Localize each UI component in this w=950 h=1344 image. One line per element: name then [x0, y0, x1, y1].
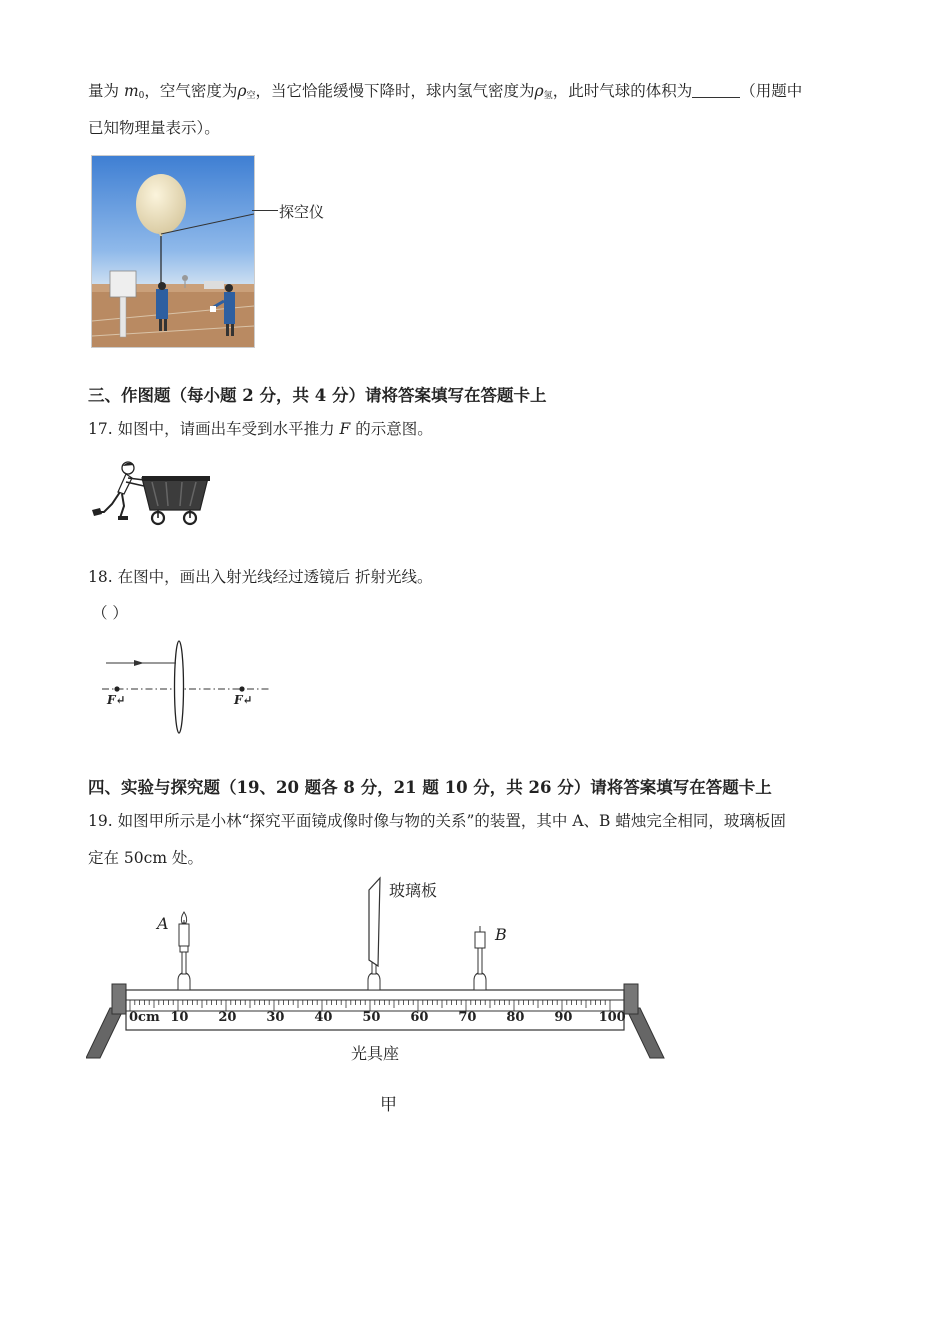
ruler-label: 10	[170, 1010, 189, 1025]
q16-line1	[88, 80, 802, 107]
q16-text: ，当它恰能缓慢下降时，球内氢气密度为	[255, 82, 535, 100]
q17-text	[88, 418, 433, 440]
ruler-label: 60	[410, 1010, 429, 1025]
ruler-label: 30	[266, 1010, 285, 1025]
rho-hydrogen-subscript: 氢	[543, 91, 553, 101]
balloon-photo	[91, 155, 255, 348]
q17-text-a: 17. 如图中，请画出车受到水平推力	[88, 420, 340, 438]
convex-lens-figure	[100, 638, 280, 738]
section4-heading: 四、实验与探究题（19、20 题各 8 分，21 题 10 分，共 26 分）请将答案填写在答题卡上	[88, 778, 772, 797]
label-candle-b: B	[495, 925, 507, 944]
ruler-label: 80	[506, 1010, 525, 1025]
glass-plate	[368, 878, 380, 990]
ruler-label: 40	[314, 1010, 333, 1025]
q16-text: （用题中	[740, 82, 803, 100]
figure-caption-jia: 甲	[380, 1095, 397, 1115]
left-focus-label: F↵	[107, 693, 126, 707]
q16-line2: 已知物理量表示）。	[88, 119, 220, 137]
ruler-label: 50	[362, 1010, 381, 1025]
rho-symbol: ρ	[237, 82, 247, 100]
q19-line1: 19. 如图甲所示是小林“探究平面镜成像时像与物的关系”的装置，其中 A、B 蜡烛完全相同，玻璃板固	[88, 812, 786, 830]
q16-text: ，空气密度为	[144, 82, 238, 100]
ruler-label: 20	[218, 1010, 237, 1025]
q17-text-b: 的示意图。	[350, 420, 433, 438]
label-optical-bench: 光具座	[351, 1044, 400, 1063]
ruler-label: 70	[458, 1010, 477, 1025]
optical-bench-figure	[86, 876, 666, 1066]
m-variable: m	[123, 82, 139, 100]
ruler-label: 100	[598, 1010, 626, 1025]
candle-a	[178, 912, 190, 990]
section3-heading: 三、作图题（每小题 2 分，共 4 分）请将答案填写在答题卡上	[88, 386, 547, 405]
label-candle-a: A	[157, 914, 169, 933]
photo-label-sounding-instrument: 探空仪	[279, 203, 325, 221]
label-glass-plate: 玻璃板	[389, 881, 438, 900]
force-variable: F	[339, 420, 351, 438]
q19-line2: 定在 50cm 处。	[88, 849, 203, 867]
q18-text: 18. 在图中，画出入射光线经过透镜后 折射光线。	[88, 568, 433, 586]
right-focus-label: F↵	[234, 693, 253, 707]
q16-text: 量为	[88, 82, 124, 100]
person-pushing-cart-figure	[90, 460, 215, 528]
q18-answer-paren: （ ）	[92, 604, 128, 622]
rho-symbol: ρ	[534, 82, 544, 100]
candle-b	[474, 926, 486, 990]
ruler-label: 0cm	[129, 1010, 160, 1025]
label-leader-line	[252, 210, 278, 211]
q16-text: ，此时气球的体积为	[552, 82, 693, 100]
m-subscript: 0	[138, 91, 145, 101]
ruler-label: 90	[554, 1010, 573, 1025]
rho-air-subscript: 空	[246, 91, 256, 101]
answer-blank[interactable]	[692, 83, 740, 98]
